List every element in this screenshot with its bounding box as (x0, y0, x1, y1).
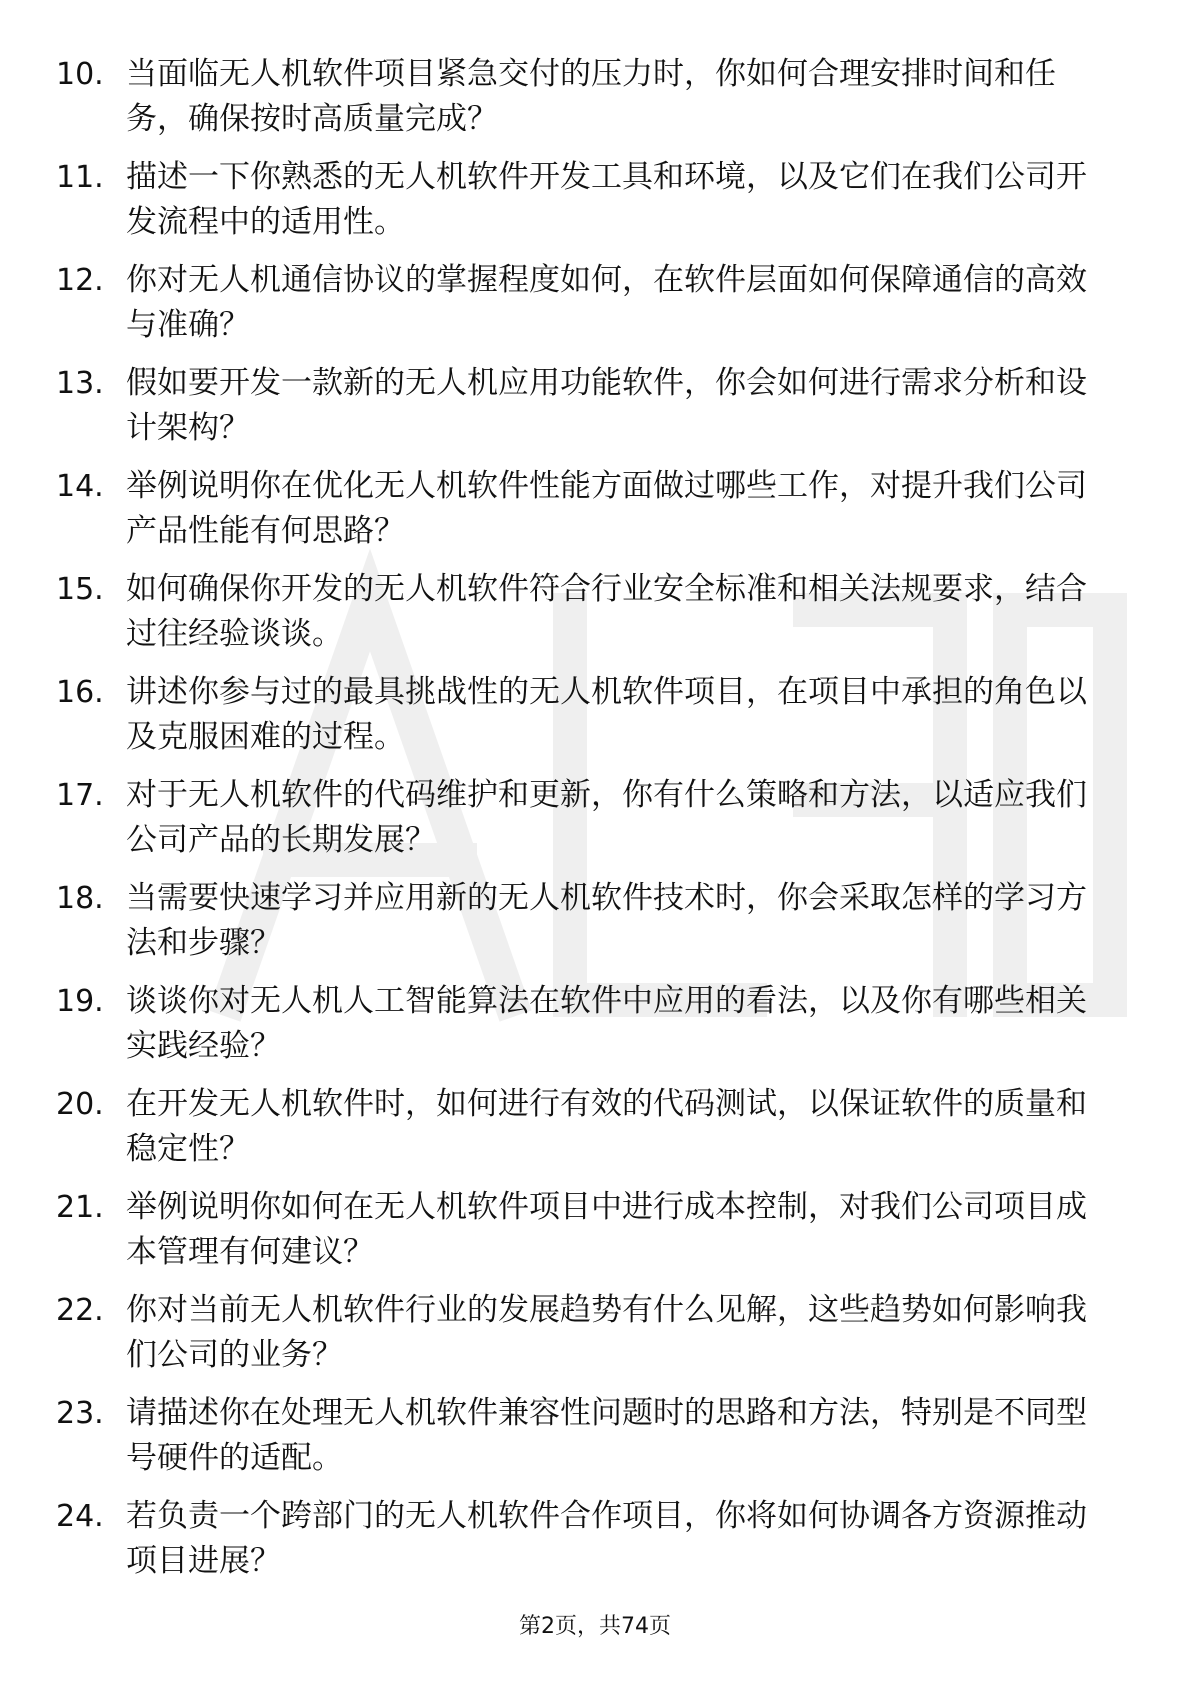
question-number: 19. (56, 984, 104, 1019)
question-text: 你对当前无人机软件行业的发展趋势有什么见解，这些趋势如何影响我们公司的业务？ (126, 1292, 1087, 1373)
question-number: 23. (56, 1396, 104, 1431)
question-number: 10. (56, 57, 104, 92)
question-number: 13. (56, 366, 104, 401)
question-text: 描述一下你熟悉的无人机软件开发工具和环境，以及它们在我们公司开发流程中的适用性。 (126, 159, 1087, 240)
question-number: 12. (56, 263, 104, 298)
question-text: 在开发无人机软件时，如何进行有效的代码测试，以保证软件的质量和稳定性？ (126, 1086, 1087, 1167)
question-text: 如何确保你开发的无人机软件符合行业安全标准和相关法规要求，结合过往经验谈谈。 (126, 571, 1087, 652)
question-number: 24. (56, 1499, 104, 1534)
question-item (56, 258, 1116, 361)
question-number: 15. (56, 572, 104, 607)
question-number: 17. (56, 778, 104, 813)
question-number: 16. (56, 675, 104, 710)
question-text: 举例说明你如何在无人机软件项目中进行成本控制，对我们公司项目成本管理有何建议？ (126, 1189, 1087, 1270)
question-text: 讲述你参与过的最具挑战性的无人机软件项目，在项目中承担的角色以及克服困难的过程。 (126, 674, 1087, 755)
question-text: 当需要快速学习并应用新的无人机软件技术时，你会采取怎样的学习方法和步骤？ (126, 880, 1087, 961)
question-number: 20. (56, 1087, 104, 1122)
question-item (56, 979, 1116, 1082)
question-number: 22. (56, 1293, 104, 1328)
question-item (56, 773, 1116, 876)
question-item (56, 1494, 1116, 1597)
question-item (56, 155, 1116, 258)
question-text: 请描述你在处理无人机软件兼容性问题时的思路和方法，特别是不同型号硬件的适配。 (126, 1395, 1087, 1476)
question-item (56, 567, 1116, 670)
question-item (56, 1185, 1116, 1288)
question-item (56, 361, 1116, 464)
question-item (56, 1391, 1116, 1494)
question-text: 若负责一个跨部门的无人机软件合作项目，你将如何协调各方资源推动项目进展？ (126, 1498, 1087, 1579)
question-text: 谈谈你对无人机人工智能算法在软件中应用的看法，以及你有哪些相关实践经验？ (126, 983, 1087, 1064)
question-item (56, 670, 1116, 773)
question-item (56, 1082, 1116, 1185)
question-item (56, 464, 1116, 567)
question-list (56, 52, 1116, 1597)
question-text: 当面临无人机软件项目紧急交付的压力时，你如何合理安排时间和任务，确保按时高质量完成？ (126, 56, 1056, 137)
question-text: 举例说明你在优化无人机软件性能方面做过哪些工作，对提升我们公司产品性能有何思路？ (126, 468, 1087, 549)
question-text: 假如要开发一款新的无人机应用功能软件，你会如何进行需求分析和设计架构？ (126, 365, 1087, 446)
question-item (56, 876, 1116, 979)
question-number: 11. (56, 160, 104, 195)
page-footer (0, 1612, 1190, 1642)
question-item (56, 52, 1116, 155)
question-text: 你对无人机通信协议的掌握程度如何，在软件层面如何保障通信的高效与准确？ (126, 262, 1087, 343)
question-item (56, 1288, 1116, 1391)
page-number-label: 第2页，共74页 (519, 1614, 671, 1639)
question-number: 14. (56, 469, 104, 504)
question-number: 21. (56, 1190, 104, 1225)
question-number: 18. (56, 881, 104, 916)
question-text: 对于无人机软件的代码维护和更新，你有什么策略和方法，以适应我们公司产品的长期发展？ (126, 777, 1087, 858)
